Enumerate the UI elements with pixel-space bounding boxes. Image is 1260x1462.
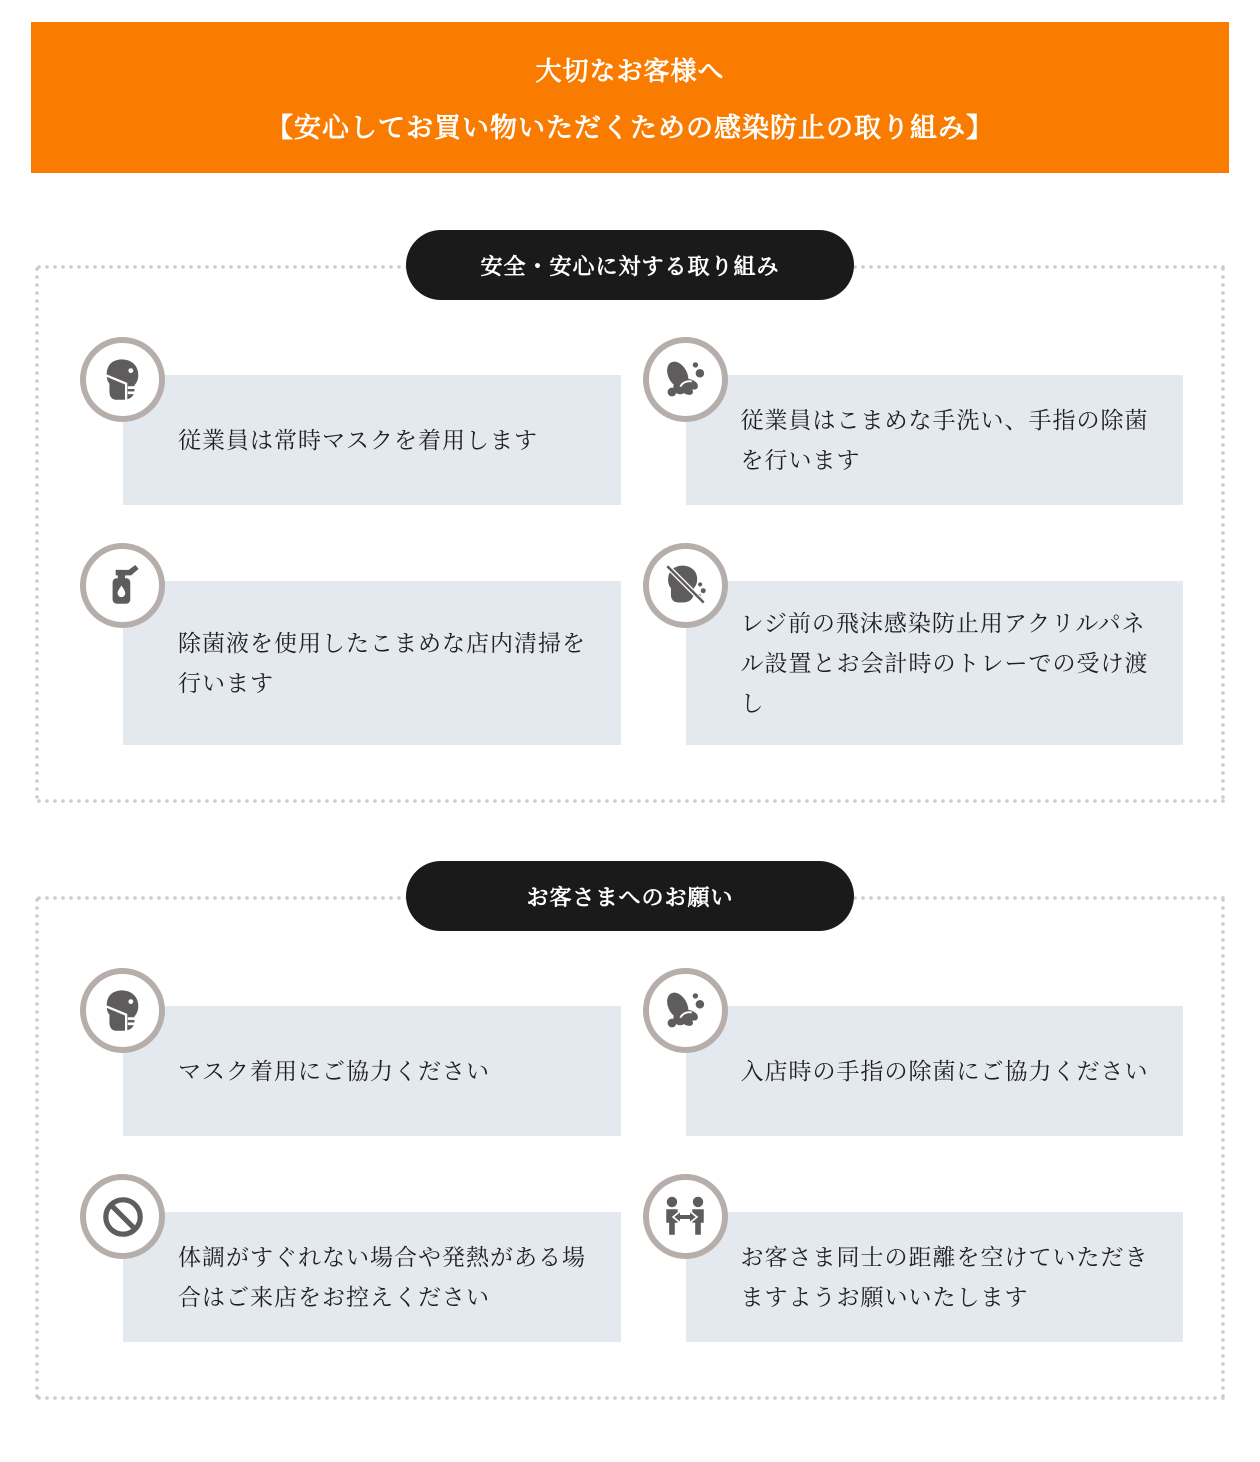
- measure-card: [686, 581, 1184, 745]
- request-text: マスク着用にご協力ください: [178, 1058, 490, 1084]
- section-title-badge: お客さまへのお願い: [406, 861, 854, 931]
- request-item-hand-sanitize: [643, 968, 1184, 1136]
- request-card: [123, 1006, 621, 1136]
- measure-text: 従業員は常時マスクを着用します: [178, 427, 538, 453]
- measure-card: [123, 581, 621, 745]
- prohibition-icon: [80, 1174, 165, 1259]
- section-title-badge: 安全・安心に対する取り組み: [406, 230, 854, 300]
- request-card: [686, 1212, 1184, 1342]
- request-text: 体調がすぐれない場合や発熱がある場合はご来店をお控えください: [178, 1244, 586, 1310]
- notice-banner: [31, 22, 1229, 173]
- hand-wash-icon: [643, 337, 728, 422]
- request-item-wear-mask: [80, 968, 621, 1136]
- section-safety-initiatives: [35, 253, 1225, 803]
- infection-prevention-notice: [0, 22, 1260, 1430]
- measure-text: 従業員はこまめな手洗い、手指の除菌を行います: [740, 407, 1149, 473]
- droplet-block-icon: [643, 543, 728, 628]
- request-card: [686, 1006, 1184, 1136]
- requests-grid: [80, 968, 1183, 1342]
- measures-grid: [80, 337, 1183, 745]
- mask-icon: [80, 968, 165, 1053]
- measure-item-staff-handwash: [643, 337, 1184, 505]
- request-text: 入店時の手指の除菌にご協力ください: [740, 1058, 1149, 1084]
- measure-card: [686, 375, 1184, 505]
- measure-item-store-cleaning: [80, 543, 621, 745]
- measure-text: レジ前の飛沫感染防止用アクリルパネル設置とお会計時のトレーでの受け渡し: [740, 610, 1149, 716]
- measure-text: 除菌液を使用したこまめな店内清掃を行います: [178, 630, 586, 696]
- measure-card: [123, 375, 621, 505]
- request-item-stay-home-if-sick: [80, 1174, 621, 1342]
- section-customer-requests: [35, 884, 1225, 1400]
- spray-bottle-icon: [80, 543, 165, 628]
- banner-title: 【安心してお買い物いただくための感染防止の取り組み】: [266, 112, 994, 143]
- measure-item-acrylic-panel: [643, 543, 1184, 745]
- request-card: [123, 1212, 621, 1342]
- request-text: お客さま同士の距離を空けていただきますようお願いいたします: [740, 1244, 1149, 1310]
- mask-icon: [80, 337, 165, 422]
- request-item-social-distance: [643, 1174, 1184, 1342]
- banner-greeting: 大切なお客様へ: [535, 55, 725, 86]
- social-distance-icon: [643, 1174, 728, 1259]
- hand-wash-icon: [643, 968, 728, 1053]
- measure-item-staff-mask: [80, 337, 621, 505]
